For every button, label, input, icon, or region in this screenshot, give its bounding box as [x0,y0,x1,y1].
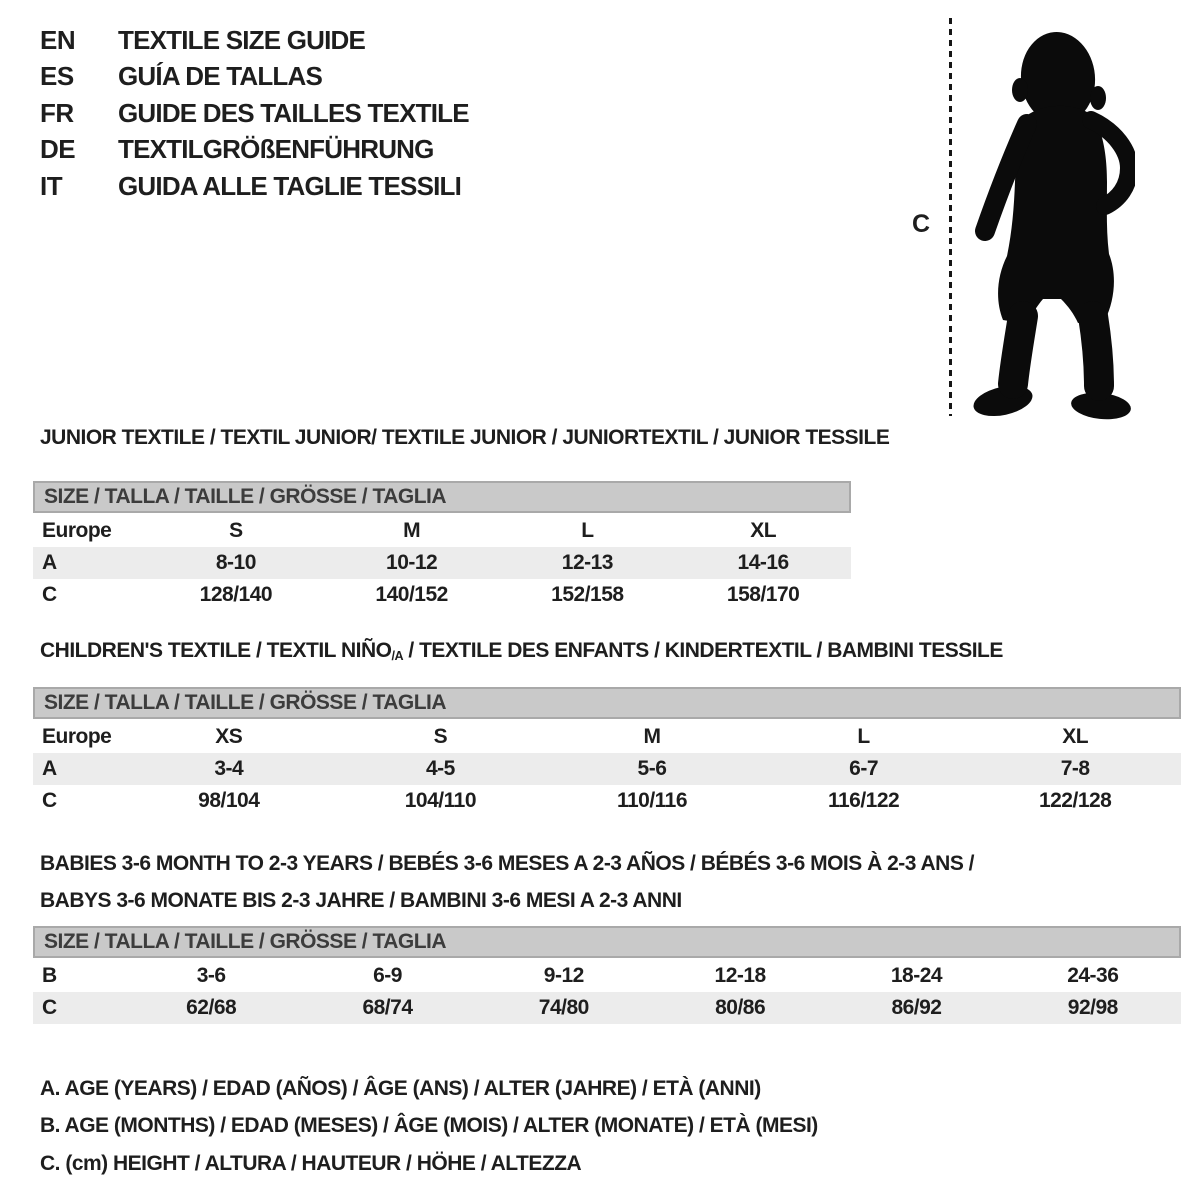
language-code: ES [40,61,74,92]
babies-title-line1: BABIES 3-6 MONTH TO 2-3 YEARS / BEBÉS 3-6 MESES A 2-3 AÑOS / BÉBÉS 3-6 MOIS À 2-3 ANS / [40,852,975,875]
age-cell: 9-12 [543,964,584,987]
junior-section-title: JUNIOR TEXTILE / TEXTIL JUNIOR/ TEXTILE JUNIOR / JUNIORTEXTIL / JUNIOR TESSILE [40,426,890,449]
size-cell: L [857,725,870,748]
size-cell: XS [215,725,243,748]
size-cell: L [581,519,594,542]
size-cell: XL [1062,725,1089,748]
height-measure-dashed-line [949,18,952,416]
language-code: IT [40,170,63,201]
age-cell: 12-13 [561,551,613,574]
height-cell: 62/68 [186,996,237,1019]
table-row-europe [33,721,1181,753]
children-title-subscript: /A [391,649,404,664]
height-cell: 158/170 [726,583,800,606]
babies-section-title [40,845,974,919]
size-cell: M [403,519,421,542]
row-label: A [42,757,57,780]
babies-table-size-header: SIZE / TALLA / TAILLE / GRÖSSE / TAGLIA [33,926,1181,958]
table-row-age-years [33,547,851,579]
table-row-age-years [33,753,1181,785]
measurement-legend [40,1070,818,1183]
age-cell: 3-6 [196,964,226,987]
height-measure-label: C [912,210,931,238]
legend-line-b: B. AGE (MONTHS) / EDAD (MESES) / ÂGE (MOIS) / ALTER (MONATE) / ETÀ (MESI) [40,1114,818,1138]
row-label: A [42,551,57,574]
table-row-europe [33,515,851,547]
table-row-height-cm [33,579,851,611]
table-row-height-cm [33,785,1181,817]
age-cell: 4-5 [425,757,455,780]
height-cell: 140/152 [375,583,448,606]
toddler-silhouette-icon [963,16,1135,420]
row-label: C [42,583,57,606]
junior-table-body [33,515,851,611]
children-size-table [33,687,1181,817]
size-cell: M [643,725,661,748]
row-label: C [42,996,57,1019]
language-code: FR [40,97,74,128]
language-title: TEXTILE SIZE GUIDE [118,24,366,55]
row-label: Europe [42,725,112,748]
babies-title-line2: BABYS 3-6 MONATE BIS 2-3 JAHRE / BAMBINI 3-6 MESI A 2-3 ANNI [40,889,682,912]
age-cell: 6-7 [849,757,878,780]
language-row-de [40,132,469,169]
age-cell: 5-6 [637,757,667,780]
age-cell: 24-36 [1067,964,1119,987]
children-section-title [40,639,1003,663]
legend-line-c: C. (cm) HEIGHT / ALTURA / HAUTEUR / HÖHE / ALTEZZA [40,1151,582,1175]
language-row-fr [40,95,469,132]
language-code: DE [40,134,76,165]
row-label: B [42,964,57,987]
legend-line-a: A. AGE (YEARS) / EDAD (AÑOS) / ÂGE (ANS) / ALTER (JAHRE) / ETÀ (ANNI) [40,1076,761,1100]
language-title-list [40,22,469,205]
babies-size-table [33,926,1181,1024]
children-title-post: / TEXTILE DES ENFANTS / KINDERTEXTIL / BAMBINI TESSILE [403,639,1003,662]
language-title: GUIDE DES TAILLES TEXTILE [118,97,469,128]
size-cell: XL [750,519,777,542]
height-cell: 80/86 [715,996,766,1019]
height-cell: 152/158 [551,583,624,606]
children-title-pre: CHILDREN'S TEXTILE / TEXTIL NIÑO [40,639,392,662]
language-row-it [40,168,469,205]
height-cell: 110/116 [616,789,688,812]
height-cell: 116/122 [827,789,900,812]
height-cell: 68/74 [362,996,413,1019]
language-code: EN [40,24,76,55]
height-cell: 104/110 [404,789,477,812]
age-cell: 7-8 [1060,757,1090,780]
language-row-en [40,22,469,59]
language-title: TEXTILGRÖßENFÜHRUNG [118,134,434,165]
row-label: Europe [42,519,112,542]
size-cell: S [433,725,448,748]
height-cell: 86/92 [891,996,942,1019]
babies-table-body [33,960,1181,1024]
age-cell: 6-9 [373,964,402,987]
height-cell: 98/104 [198,789,260,812]
children-table-body [33,721,1181,817]
table-row-height-cm [33,992,1181,1024]
language-row-es [40,59,469,96]
children-table-size-header: SIZE / TALLA / TAILLE / GRÖSSE / TAGLIA [33,687,1181,719]
language-title: GUÍA DE TALLAS [118,61,323,92]
age-cell: 10-12 [386,551,438,574]
junior-size-table [33,481,851,611]
age-cell: 14-16 [737,551,789,574]
table-row-age-months [33,960,1181,992]
height-cell: 74/80 [538,996,589,1019]
row-label: C [42,789,57,812]
junior-table-size-header: SIZE / TALLA / TAILLE / GRÖSSE / TAGLIA [33,481,851,513]
height-cell: 128/140 [199,583,273,606]
height-cell: 92/98 [1067,996,1118,1019]
age-cell: 8-10 [215,551,256,574]
age-cell: 18-24 [890,964,943,987]
height-cell: 122/128 [1038,789,1112,812]
age-cell: 3-4 [214,757,244,780]
age-cell: 12-18 [714,964,766,987]
language-title: GUIDA ALLE TAGLIE TESSILI [118,170,462,201]
size-cell: S [229,519,243,542]
